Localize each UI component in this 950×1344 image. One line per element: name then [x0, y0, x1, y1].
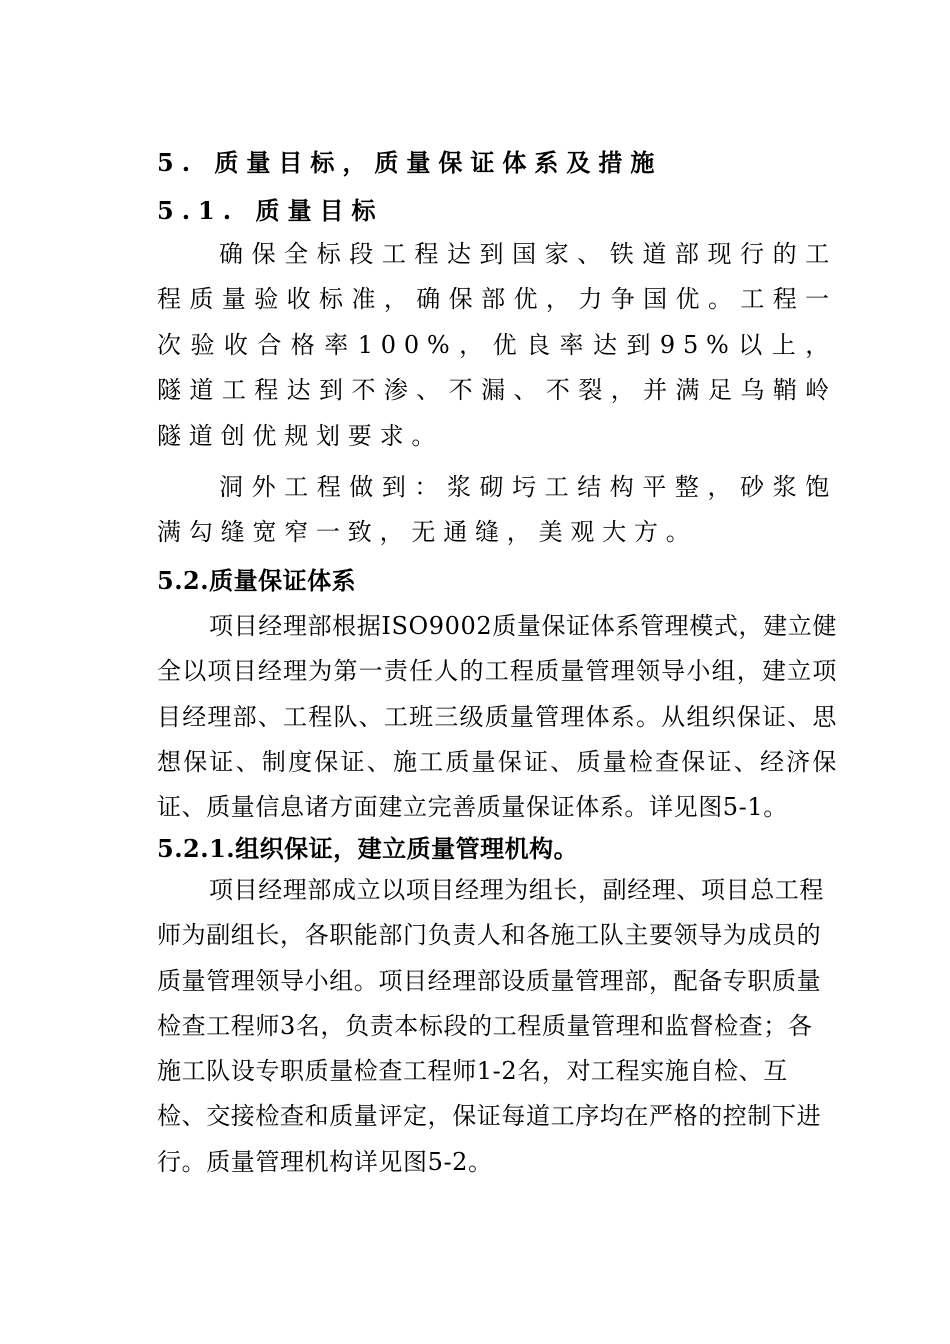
quality-goal-paragraph: 确保全标段工程达到国家、铁道部现行的工程质量验收标准，确保部优，力争国优。工程一次验收合格率100%，优良率达到95%以上，隧道工程达到不渗、不漏、不裂，并满足乌鞘岭隧道创优规划要求。: [157, 240, 837, 450]
outdoor-works-paragraph: 洞外工程做到：浆砌圬工结构平整，砂浆饱满勾缝宽窄一致，无通缝，美观大方。: [157, 473, 837, 547]
section-5-2-heading: 5.2.质量保证体系: [157, 566, 357, 595]
quality-system-paragraph: 项目经理部根据ISO9002质量保证体系管理模式，建立健全以项目经理为第一责任人的工程质量管理领导小组，建立项目经理部、工程队、工班三级质量管理体系。从组织保证、思想保证、制度保证、施工质量保证、质量检查保证、经济保证、质量信息诸方面建立完善质量保证体系。详见图5-1。: [157, 612, 837, 822]
section-5-heading: 5. 质量目标，质量保证体系及措施: [157, 148, 663, 177]
organization-paragraph: 项目经理部成立以项目经理为组长，副经理、项目总工程师为副组长，各职能部门负责人和各施工队主要领导为成员的质量管理领导小组。项目经理部设质量管理部，配备专职质量检查工程师3名，负责本标段的工程质量管理和监督检查；各施工队设专职质量检查工程师1-2名，对工程实施自检、互检、交接检查和质量评定，保证每道工序均在严格的控制下进行。质量管理机构详见图5-2。: [157, 876, 824, 1176]
section-5-2-1-heading: 5.2.1.组织保证，建立质量管理机构。: [157, 834, 579, 863]
section-5-1-heading: 5.1. 质量目标: [157, 196, 384, 225]
